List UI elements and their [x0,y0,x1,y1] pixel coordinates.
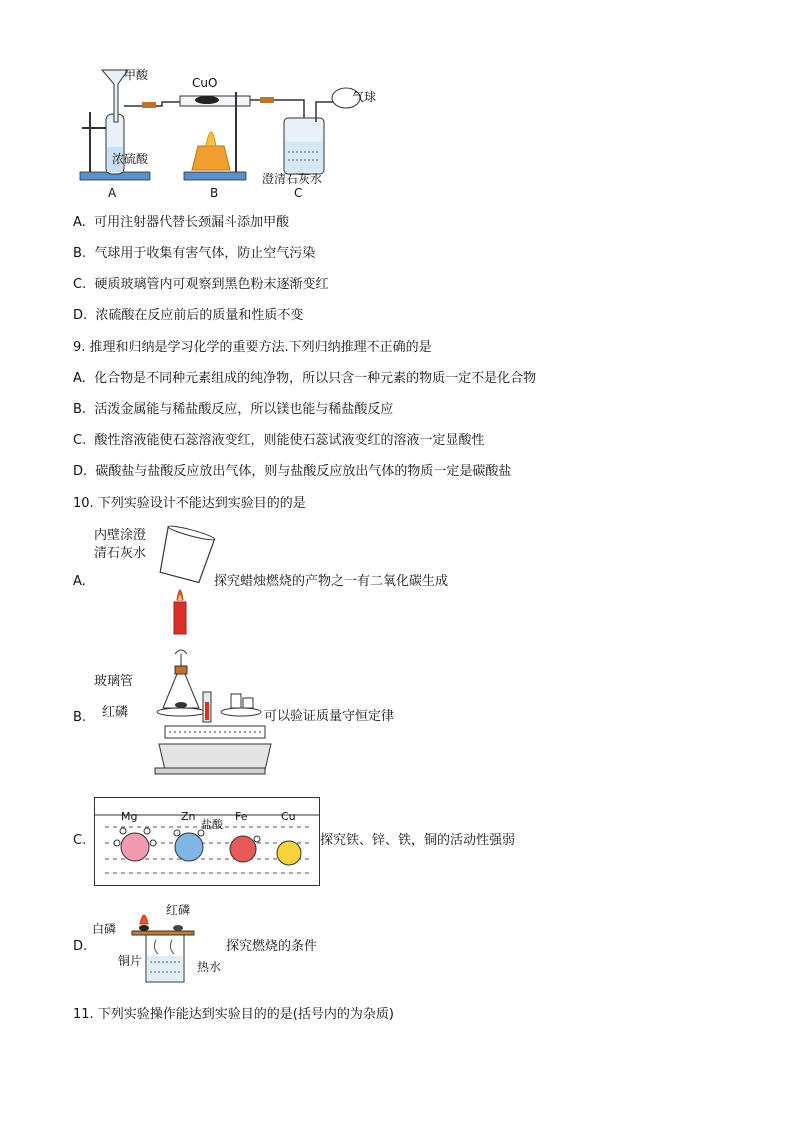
option-letter: D. [73,308,88,323]
apparatus-b-label: B [210,186,219,200]
formic-acid-label: 甲酸 [124,68,149,82]
q8-option-b [73,246,315,262]
q10-a-letter: A. [73,574,86,589]
option-text: 活泼金属能与稀盐酸反应，所以镁也能与稀盐酸反应 [94,402,394,417]
metal-cu-label: Cu [281,810,296,823]
option-text: 硬质玻璃管内可观察到黑色粉末逐渐变红 [94,277,329,292]
combustion-setup-drawing [126,902,206,992]
apparatus-drawing [72,62,392,202]
option-text: 酸性溶液能使石蕊溶液变红，则能使石蕊试液变红的溶液一定显酸性 [94,433,485,448]
q9-option-d [73,464,511,480]
q8-option-d [73,308,303,324]
option-letter: B. [73,246,87,261]
q8-option-c [73,277,329,293]
q9-option-b [73,402,393,418]
option-letter: D. [73,464,88,479]
option-text: 浓硫酸在反应前后的质量和性质不变 [95,308,304,323]
q10-a-label-line1: 内壁涂澄 [94,528,147,543]
q9-option-a [73,371,536,387]
option-letter: A. [73,371,86,386]
option-letter: B. [73,402,87,417]
q10-b-tube-label: 玻璃管 [94,674,134,689]
q10-d-red-label: 红磷 [166,903,191,917]
q10-b-phos-label: 红磷 [102,705,129,720]
option-letter: C. [73,277,87,292]
q11-stem: 11. 下列实验操作能达到实验目的的是(括号内的为杂质) [73,1007,394,1022]
apparatus-figure [72,62,392,202]
metal-fe-label: Fe [235,810,248,823]
q10-d-water-label: 热水 [197,960,222,974]
balance-drawing [145,652,265,777]
option-letter: C. [73,433,87,448]
q9-option-c [73,433,485,449]
conc-h2so4-label: 浓硫酸 [112,152,149,166]
metal-mg-label: Mg [121,810,138,823]
q10-a-desc: 探究蜡烛燃烧的产物之一有二氧化碳生成 [214,574,449,589]
cuo-label: CuO [192,76,218,90]
acid-label: 盐酸 [201,818,223,831]
q10-d-white-label: 白磷 [92,922,117,936]
q10-b-letter: B. [73,710,87,725]
option-text: 化合物是不同种元素组成的纯净物，所以只含一种元素的物质一定不是化合物 [94,371,537,386]
limewater-label: 澄清石灰水 [262,172,323,186]
q10-b-desc: 可以验证质量守恒定律 [264,709,395,724]
q10-c-letter: C. [73,833,87,848]
option-text: 碳酸盐与盐酸反应放出气体，则与盐酸反应放出气体的物质一定是碳酸盐 [95,464,512,479]
q10-d-copper-label: 铜片 [118,954,143,968]
q10-d-desc: 探究燃烧的条件 [226,939,318,954]
q9-stem: 9. 推理和归纳是学习化学的重要方法.下列归纳推理不正确的是 [73,340,432,355]
q10-stem: 10. 下列实验设计不能达到实验目的的是 [73,496,306,511]
balloon-label: 气球 [352,90,377,104]
apparatus-a-label: A [108,186,117,200]
q10-d-letter: D. [73,939,88,954]
option-text: 可用注射器代替长颈漏斗添加甲酸 [94,215,290,230]
acid-trough [94,797,320,886]
q10-a-label-line2: 清石灰水 [94,546,147,561]
apparatus-c-label: C [294,186,303,200]
metal-zn-label: Zn [181,810,196,823]
option-letter: A. [73,215,86,230]
q8-option-a [73,215,289,231]
candle-beaker-drawing [150,528,220,638]
option-text: 气球用于收集有害气体，防止空气污染 [94,246,316,261]
q10-c-desc: 探究铁、锌、铁，铜的活动性强弱 [320,833,516,848]
